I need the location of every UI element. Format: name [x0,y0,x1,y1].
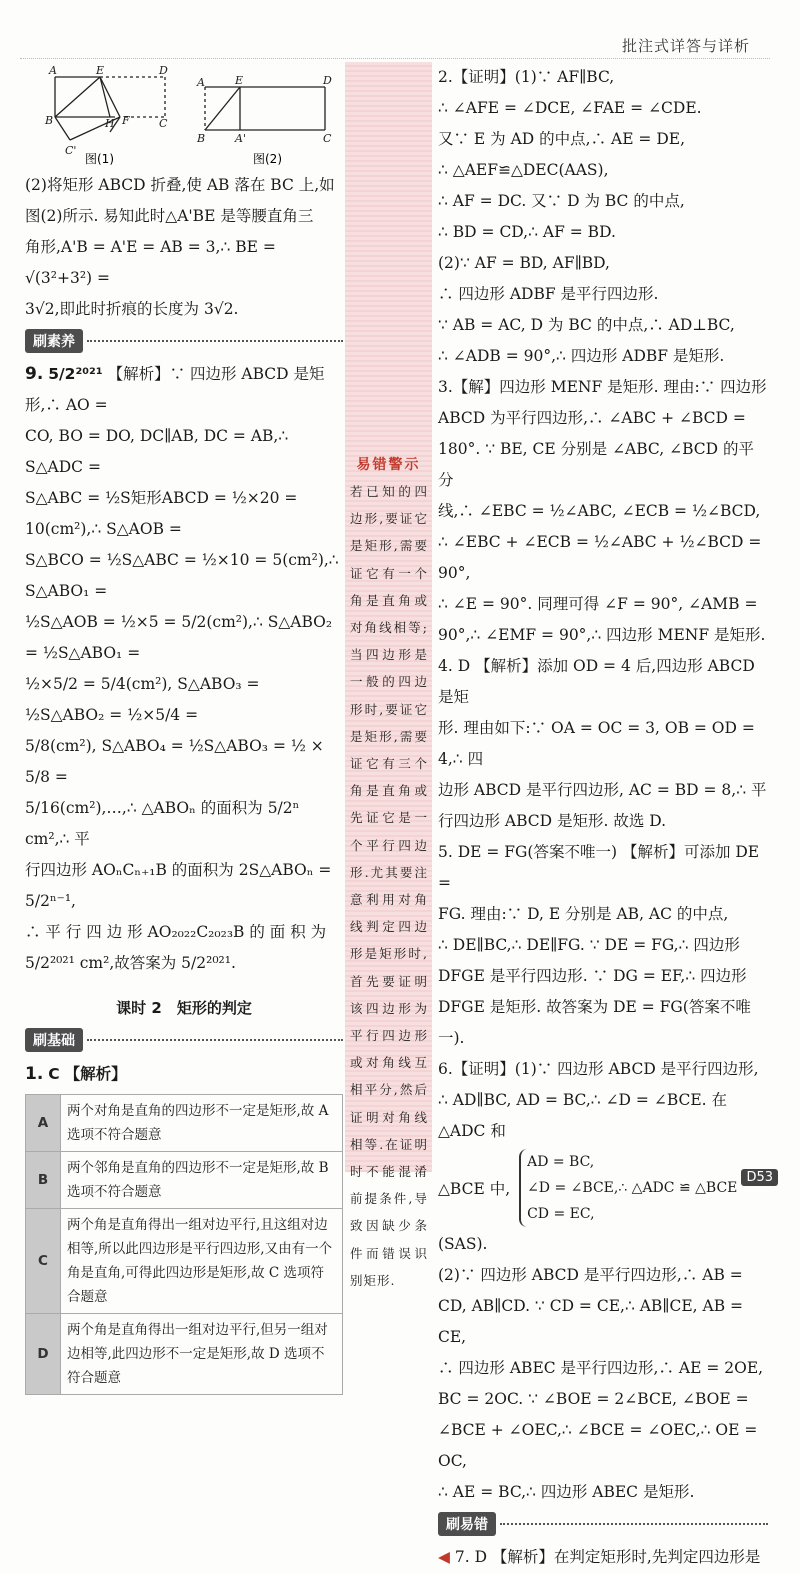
q2-line: (2)∵ AF = BD, AF∥BD, [438,254,610,272]
q9-line: ∴ 平 行 四 边 形 AO₂₀₂₂C₂₀₂₃B 的 面 积 为 [25,923,327,941]
q6-line: BC = 2OC. ∵ ∠BOE = 2∠BCE, ∠BOE = [438,1390,749,1408]
geometry-figures [25,62,343,170]
q9-line: 5/8(cm²), S△ABO₄ = ½S△ABO₃ = ½ × 5/8 = [25,737,324,786]
q6-line: ∠BCE + ∠OEC,∴ ∠BCE = ∠OEC,∴ OE = OC, [438,1421,758,1470]
option-text: 两个角是直角得出一组对边平行,但另一组对边相等,此四边形不一定是矩形,故 D 选项不符合题意 [61,1314,343,1395]
q9-line: 5/16(cm²),…,∴ △ABOₙ 的面积为 5/2ⁿ cm²,∴ 平 [25,799,300,848]
q3-line: 3.【解】四边形 MENF 是矩形. 理由:∵ 四边形 [438,378,767,396]
q2-line: ∴ △AEF≌△DEC(AAS), [438,161,609,179]
q2-line: ∴ BD = CD,∴ AF = BD. [438,223,616,241]
q9-line: S△ABC = ½S矩形ABCD = ½×20 = 10(cm²),∴ S△AOB = [25,489,298,538]
fig2-label-a-prime: A' [235,132,246,145]
q5-line: ∴ DE∥BC,∴ DE∥FG. ∵ DE = FG,∴ 四边形 [438,936,740,954]
fig1-label-c-prime: C' [65,144,77,157]
q6-brace-line: CD = EC, [527,1206,595,1222]
q9-answer: 5/2²⁰²¹ [48,365,103,383]
q7-line [438,1542,768,1573]
q5-line: 5. DE = FG(答案不唯一) 【解析】可添加 DE = [438,843,760,892]
warning-title: 易错警示 [356,457,421,473]
q6-line: ∴ 四边形 ABEC 是平行四边形,∴ AE = 2OE, [438,1359,764,1377]
option-letter: B [26,1152,61,1209]
figure-1 [55,77,165,140]
fig2-label-a: A [197,76,205,89]
q3-line: ∴ ∠EBC + ∠ECB = ½∠ABC + ½∠BCD = 90°, [438,533,762,582]
q2-line: ∴ 四边形 ADBF 是平行四边形. [438,285,659,303]
fig2-caption: 图(2) [253,152,282,166]
option-letter: C [26,1209,61,1314]
option-letter: D [26,1314,61,1395]
fig2-label-d: D [323,74,332,87]
section-band-yicuo [438,1512,768,1536]
option-row [26,1095,343,1152]
q3-line: ∴ ∠E = 90°. 同理可得 ∠F = 90°, ∠AMB = [438,595,758,613]
q2-line: 2.【证明】(1)∵ AF∥BC, [438,68,615,86]
section-band-suyang [25,329,343,353]
header-divider [20,58,770,59]
q3-line: ABCD 为平行四边形,∴ ∠ABC + ∠BCD = [438,409,746,427]
q9-line: CO, BO = DO, DC∥AB, DC = AB,∴ S△ADC = [25,427,289,476]
band-label: 刷素养 [25,329,83,353]
band-label: 刷基础 [25,1028,83,1052]
fold-paragraph-line: 角形,A'B = A'E = AB = 3,∴ BE = √(3²+3²) = [25,238,276,287]
q6-brace-line: AD = BC, [527,1154,595,1170]
q4-line: 4. D 【解析】添加 OD = 4 后,四边形 ABCD 是矩 [438,657,755,706]
fig1-label-e: E [96,64,105,77]
band-dots [87,340,343,342]
q6-brace-block [438,1149,768,1227]
page-number-badge: D53 [741,1169,778,1186]
q9-line: S△BCO = ½S△ABC = ½×10 = 5(cm²),∴ S△ABO₁ = [25,551,339,600]
right-column [438,62,768,1573]
band-dots [87,1039,343,1041]
option-row [26,1314,343,1395]
fig1-label-c: C [159,117,168,130]
fig1-label-d: D [159,64,168,77]
q1-answer: C [48,1065,60,1083]
option-text: 两个邻角是直角的四边形不一定是矩形,故 B 选项不符合题意 [61,1152,343,1209]
fig2-label-e: E [235,74,244,87]
fold-paragraph-line: 3√2,即此时折痕的长度为 3√2. [25,300,239,318]
fig1-caption: 图(1) [85,152,114,166]
q3-line: 180°. ∵ BE, CE 分别是 ∠ABC, ∠BCD 的平分 [438,440,754,489]
q9-line: 5/2²⁰²¹ cm²,故答案为 5/2²⁰²¹. [25,954,236,972]
fig1-label-b: B [45,114,54,127]
q6-brace-prefix: △BCE 中, [438,1180,511,1198]
q7-text: 7. D 【解析】在判定矩形时,先判定四边形是 [454,1548,761,1566]
q1-tag: 【解析】 [64,1064,127,1083]
q6-line: CD, AB∥CD. ∵ CD = CE,∴ AB∥CE, AB = CE, [438,1297,743,1346]
q3-line: 线,∴ ∠EBC = ½∠ABC, ∠ECB = ½∠BCD, [438,502,761,520]
band-label: 刷易错 [438,1512,496,1536]
q6-line: ∴ AD∥BC, AD = BC,∴ ∠D = ∠BCE. 在△ADC 和 [438,1091,728,1140]
option-letter: A [26,1095,61,1152]
q6-line: 6.【证明】(1)∵ 四边形 ABCD 是平行四边形, [438,1060,759,1078]
q6-brace-line: ∠D = ∠BCE,∴ △ADC ≌ △BCE [527,1180,738,1196]
fig1-label-f: F [122,114,130,127]
left-column [25,62,343,1395]
q9-number: 9. [25,364,44,384]
q9-header [25,359,343,421]
fig1-label-h: H [105,117,115,130]
option-text: 两个对角是直角的四边形不一定是矩形,故 A 选项不符合题意 [61,1095,343,1152]
q6-line: (2)∵ 四边形 ABCD 是平行四边形,∴ AB = [438,1266,743,1284]
page-header: 批注式详答与详析 [621,37,750,55]
option-row [26,1209,343,1314]
q6-line: ∴ AE = BC,∴ 四边形 ABEC 是矩形. [438,1483,695,1501]
q9-line: ½×5/2 = 5/4(cm²), S△ABO₃ = ½S△ABO₂ = ½×5/4 = [25,675,260,724]
q4-line: 行四边形 ABCD 是矩形. 故选 D. [438,812,667,830]
lesson-title: 课时 2 矩形的判定 [116,999,252,1017]
figure-2 [205,87,325,130]
warning-text: 若已知的四边形,要证它是矩形,需要证它有一个角是直角或对角线相等;当四边形是一般的四边形时,要证它是矩形,需要证它有三个角是直角或先证它是一个平行四边形.尤其要注意利用对角线判定四边形是矩形时,首先要证明该四边形为平行四边形或对角线互相平分,然后证明对角线相等.在证明时不能混淆前提条件,导致因缺少条件而错误识别矩形. [350,484,428,1288]
q5-line: DFGE 是平行四边形. ∵ DG = EF,∴ 四边形 [438,967,747,985]
q4-line: 边形 ABCD 是平行四边形, AC = BD = 8,∴ 平 [438,781,767,799]
arrow-marker-icon: ◀ [438,1548,450,1566]
warning-sidebar [345,62,432,1288]
q3-line: 90°,∴ ∠EMF = 90°,∴ 四边形 MENF 是矩形. [438,626,766,644]
q2-line: ∴ AF = DC. 又∵ D 为 BC 的中点, [438,192,685,210]
q9-line: ½S△AOB = ½×5 = 5/2(cm²),∴ S△ABO₂ = ½S△ABO₁ = [25,613,333,662]
q9-line: 【解析】∵ 四边形 ABCD 是矩形,∴ AO = [25,365,325,414]
fig1-label-a: A [49,64,57,77]
band-dots [500,1523,768,1525]
section-band-jichu [25,1028,343,1052]
q2-line: ∴ ∠AFE = ∠DCE, ∠FAE = ∠CDE. [438,99,702,117]
fig2-label-b: B [197,132,206,145]
option-row [26,1152,343,1209]
q2-line: ∵ AB = AC, D 为 BC 的中点,∴ AD⊥BC, [438,316,735,334]
q4-line: 形. 理由如下:∵ OA = OC = 3, OB = OD = 4,∴ 四 [438,719,755,768]
options-table [25,1094,343,1395]
q9-line: 行四边形 AOₙCₙ₊₁B 的面积为 2S△ABOₙ = 5/2ⁿ⁻¹, [25,861,332,910]
fig2-label-c: C [323,132,332,145]
q6-brace [519,1149,737,1227]
figure-svg [25,62,343,170]
q5-line: DFGE 是矩形. 故答案为 DE = FG(答案不唯一). [438,998,751,1047]
option-text: 两个角是直角得出一组对边平行,且这组对边相等,所以此四边形是平行四边形,又由有一个角是直角,可得此四边形是矩形,故 C 选项符合题意 [61,1209,343,1314]
q1-header [25,1058,343,1090]
fold-paragraph-line: 图(2)所示. 易知此时△A'BE 是等腰直角三 [25,207,314,225]
q1-number: 1. [25,1064,44,1084]
q2-line: 又∵ E 为 AD 的中点,∴ AE = DE, [438,130,686,148]
q5-line: FG. 理由:∵ D, E 分别是 AB, AC 的中点, [438,905,729,923]
fold-paragraph-line: (2)将矩形 ABCD 折叠,使 AB 落在 BC 上,如 [25,176,335,194]
q6-line: (SAS). [438,1235,488,1253]
q2-line: ∴ ∠ADB = 90°,∴ 四边形 ADBF 是矩形. [438,347,725,365]
